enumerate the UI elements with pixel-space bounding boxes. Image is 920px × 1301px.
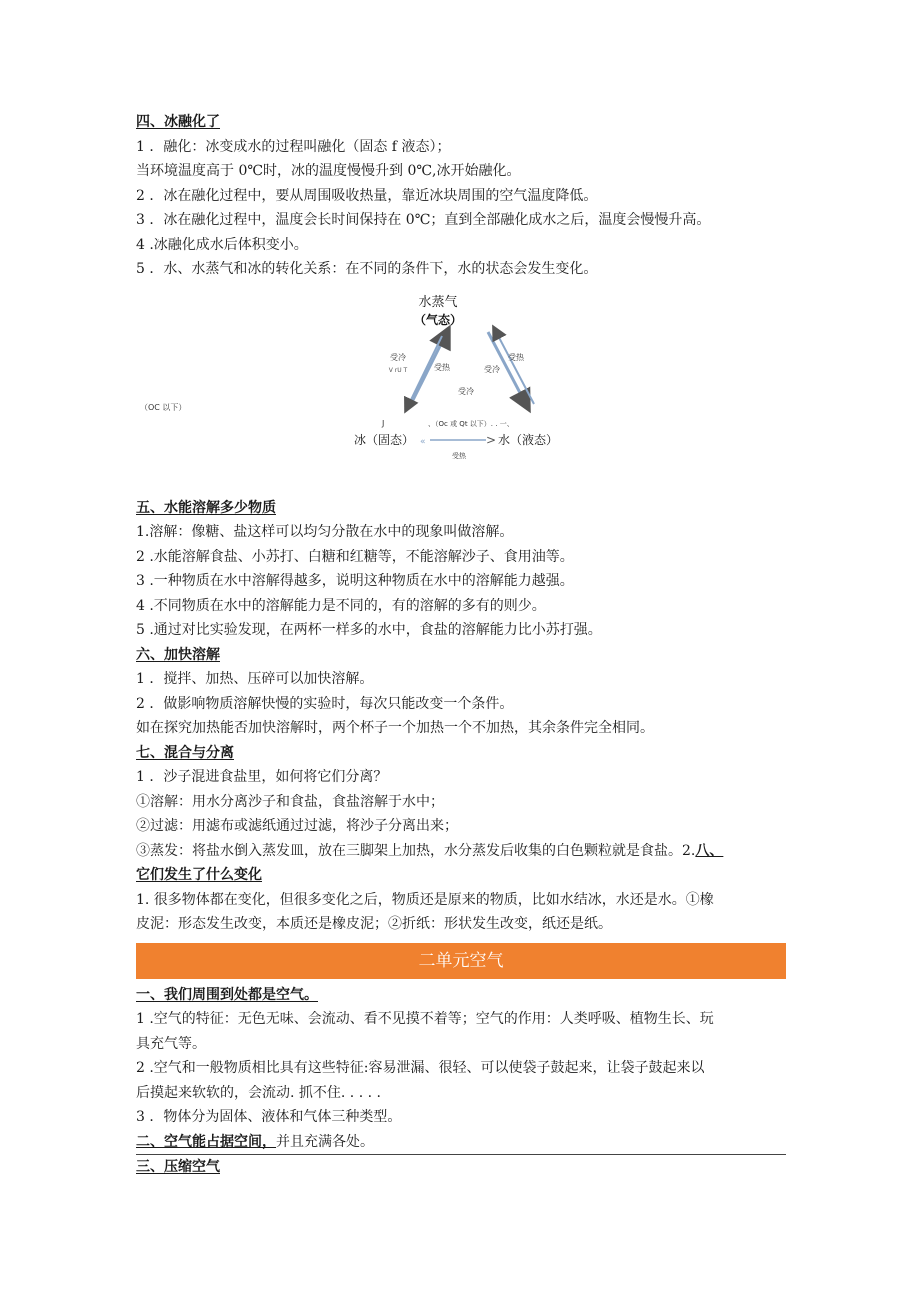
text-line: 5 ．水、水蒸气和冰的转化关系：在不同的条件下，水的状态会发生变化。 — [136, 261, 598, 277]
vapor-state-label: （气态） — [413, 312, 463, 327]
text-line: 当环境温度高于 0℃时，冰的温度慢慢升到 0℃,冰开始融化。 — [136, 163, 521, 179]
text-line — [136, 839, 786, 864]
heat-right-label: 受热 — [508, 352, 524, 362]
text-line: 2 ．做影响物质溶解快慢的实验时，每次只能改变一个条件。 — [136, 695, 514, 712]
section-8-title: 它们发生了什么变化 — [136, 867, 262, 883]
arrow-water-to-vapor — [494, 328, 534, 404]
text-line: 后摸起来软软的，会流动. 抓不住. . . . . — [136, 1084, 381, 1101]
below-zero-note: （OC 以下） — [140, 402, 187, 412]
section-5-title: 五、水能溶解多少物质 — [136, 499, 276, 516]
cold-right-label: 受冷 — [484, 364, 500, 374]
text-line: 皮泥：形态发生改变，本质还是橡皮泥；②折纸：形状发生改变，纸还是纸。 — [136, 916, 612, 932]
section-6-title: 六、加快溶解 — [136, 646, 220, 663]
text-line: ①溶解：用水分离沙子和食盐，食盐溶解于水中； — [136, 793, 444, 810]
mid-note: 、（Oc 或 Qt 以下）. . 一、 — [428, 419, 514, 428]
j-mark: J — [382, 418, 385, 428]
section-7-title: 七、混合与分离 — [136, 744, 234, 761]
unit2-section-2-title: 二、空气能占据空间， — [136, 1133, 276, 1150]
cold-center-label: 受冷 — [458, 386, 474, 396]
heat-left-label: 受热 — [434, 362, 450, 372]
text-line: 2 .空气和一般物质相比具有这些特征:容易泄漏、很轻、可以使袋子鼓起来，让袋子鼓起来以 — [136, 1060, 705, 1076]
text-line: 1 ．搅拌、加热、压碎可以加快溶解。 — [136, 671, 374, 687]
text-span: 并且充满各处。 — [276, 1133, 374, 1150]
unit2-section-2-line — [136, 1130, 786, 1156]
arrow-vapor-to-ice — [406, 336, 442, 410]
text-span: ③蒸发：将盐水倒入蒸发皿，放在三脚架上加热，水分蒸发后收集的白色颗粒就是食盐。2. — [136, 842, 696, 859]
section-8-title-start: 八、 — [695, 842, 724, 859]
text-line: 2 ．冰在融化过程中，要从周围吸收热量，靠近冰块周围的空气温度降低。 — [136, 187, 598, 204]
ice-label: 冰（固态） — [354, 432, 415, 447]
text-line: 具充气等。 — [136, 1035, 206, 1052]
diagram-svg — [136, 288, 786, 488]
arrow-left-glyph: « — [420, 436, 426, 447]
text-line: 4 .冰融化成水后体积变小。 — [136, 236, 308, 253]
text-line: 1 ．沙子混进食盐里，如何将它们分离？ — [136, 769, 388, 785]
text-line: 1. 很多物体都在变化，但很多变化之后，物质还是原来的物质，比如水结冰，水还是水。①橡 — [136, 891, 714, 908]
vapor-label: 水蒸气 — [418, 294, 458, 310]
cold-left-sub: V rU T — [388, 366, 408, 374]
text-line: 2 .水能溶解食盐、小苏打、白糖和红糖等，不能溶解沙子、食用油等。 — [136, 548, 574, 565]
text-line: 5 .通过对比实验发现，在两杯一样多的水中，食盐的溶解能力比小苏打强。 — [136, 622, 602, 638]
unit2-section-3-title: 三、压缩空气 — [136, 1159, 220, 1175]
text-line: 1 .空气的特征：无色无味、会流动、看不见摸不着等；空气的作用：人类呼吸、植物生长、玩 — [136, 1011, 714, 1027]
water-state-diagram — [136, 288, 786, 488]
heat-bottom-label: 受热 — [452, 451, 466, 460]
arrow-right-glyph: > — [486, 432, 497, 447]
text-line: ②过滤：用滤布或滤纸通过过滤，将沙子分离出来； — [136, 818, 458, 834]
section-4-title: 四、冰融化了 — [136, 114, 220, 130]
text-line: 如在探究加热能否加快溶解时，两个杯子一个加热一个不加热，其余条件完全相同。 — [136, 720, 654, 736]
text-line: 4 .不同物质在水中的溶解能力是不同的，有的溶解的多有的则少。 — [136, 597, 546, 614]
text-line: 3 ．冰在融化过程中，温度会长时间保持在 0℃；直到全部融化成水之后，温度会慢慢升高。 — [136, 212, 711, 228]
water-label: 水（液态） — [498, 432, 559, 447]
unit-2-banner: 二单元空气 — [136, 943, 786, 979]
text-line: 1 ．融化：冰变成水的过程叫融化（固态 f 液态）； — [136, 138, 451, 155]
text-line: 3 ．物体分为固体、液体和气体三种类型。 — [136, 1109, 402, 1125]
text-line: 3 .一种物质在水中溶解得越多，说明这种物质在水中的溶解能力越强。 — [136, 573, 574, 589]
cold-left-label: 受冷 — [390, 352, 406, 362]
document-page — [136, 110, 786, 1180]
unit2-section-1-title: 一、我们周围到处都是空气。 — [136, 986, 318, 1003]
text-line: 1.溶解：像糖、盐这样可以均匀分散在水中的现象叫做溶解。 — [136, 524, 514, 540]
